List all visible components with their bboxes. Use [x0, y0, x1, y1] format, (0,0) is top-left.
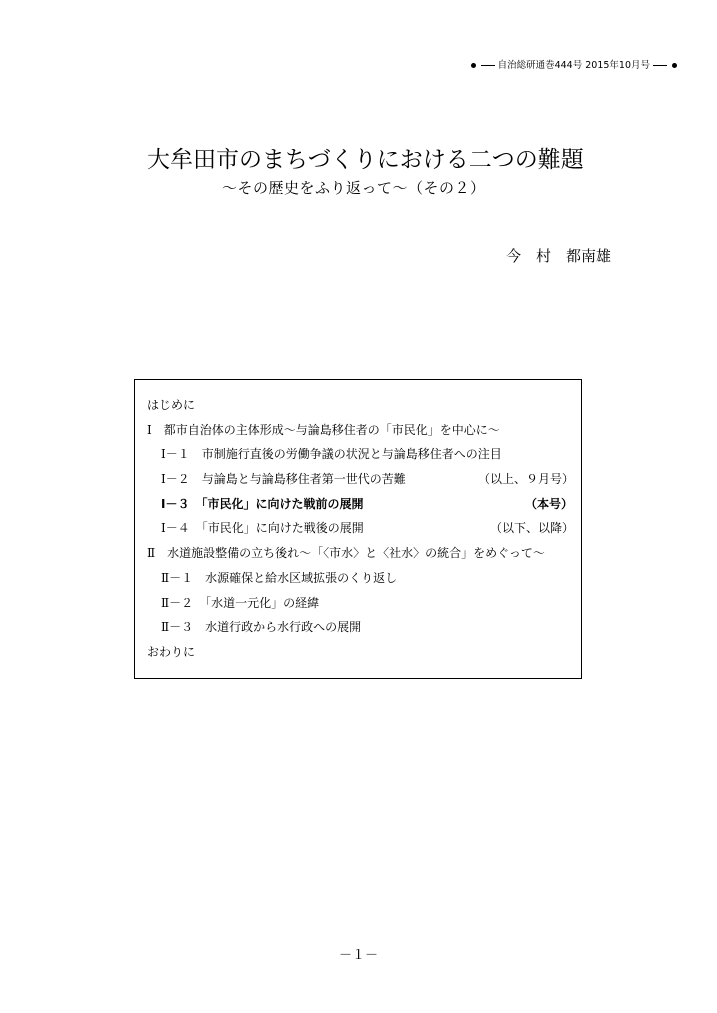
- page-number: －１－: [338, 948, 378, 963]
- article-title: 大牟田市のまちづくりにおける二つの難題: [147, 147, 584, 173]
- toc-item-2-2: Ⅱ－２ 「水道一元化」の経緯: [161, 596, 320, 610]
- toc-item-2-3: Ⅱ－３ 水道行政から水行政への展開: [161, 620, 362, 634]
- table-of-contents: [134, 379, 582, 679]
- toc-item-chapter-1: Ⅰ 都市自治体の主体形成～与論島移住者の「市民化」を中心に～: [147, 423, 500, 437]
- toc-item-intro: はじめに: [147, 398, 196, 412]
- toc-note-1-3: （本号）: [525, 497, 574, 511]
- bullet-dot-left: [471, 63, 476, 68]
- bullet-dot-right: [672, 63, 677, 68]
- toc-item-chapter-2: Ⅱ 水道施設整備の立ち後れ～「〈市水〉と〈社水〉の統合」をめぐって～: [147, 546, 545, 560]
- dash-left: [481, 65, 495, 66]
- article-subtitle: ～その歴史をふり返って～（その２）: [222, 179, 486, 197]
- running-header-text: 自治総研通巻444号 2015年10月号: [497, 60, 650, 71]
- toc-note-1-2: （以上、９月号）: [478, 472, 575, 486]
- toc-item-outro: おわりに: [147, 645, 196, 659]
- toc-item-1-3: Ⅰ－３ 「市民化」に向けた戦前の展開: [161, 497, 364, 511]
- author-name: 今 村 都南雄: [506, 247, 612, 265]
- dash-right: [653, 65, 667, 66]
- toc-item-2-1: Ⅱ－１ 水源確保と給水区域拡張のくり返し: [161, 571, 398, 585]
- toc-item-1-1: Ⅰ－１ 市制施行直後の労働争議の状況と与論島移住者への注目: [161, 447, 502, 461]
- toc-note-1-4: （以下、以降）: [490, 521, 575, 535]
- toc-item-1-4: Ⅰ－４ 「市民化」に向けた戦後の展開: [161, 521, 364, 535]
- running-header: [469, 57, 679, 71]
- toc-item-1-2: Ⅰ－２ 与論島と与論島移住者第一世代の苦難: [161, 472, 406, 486]
